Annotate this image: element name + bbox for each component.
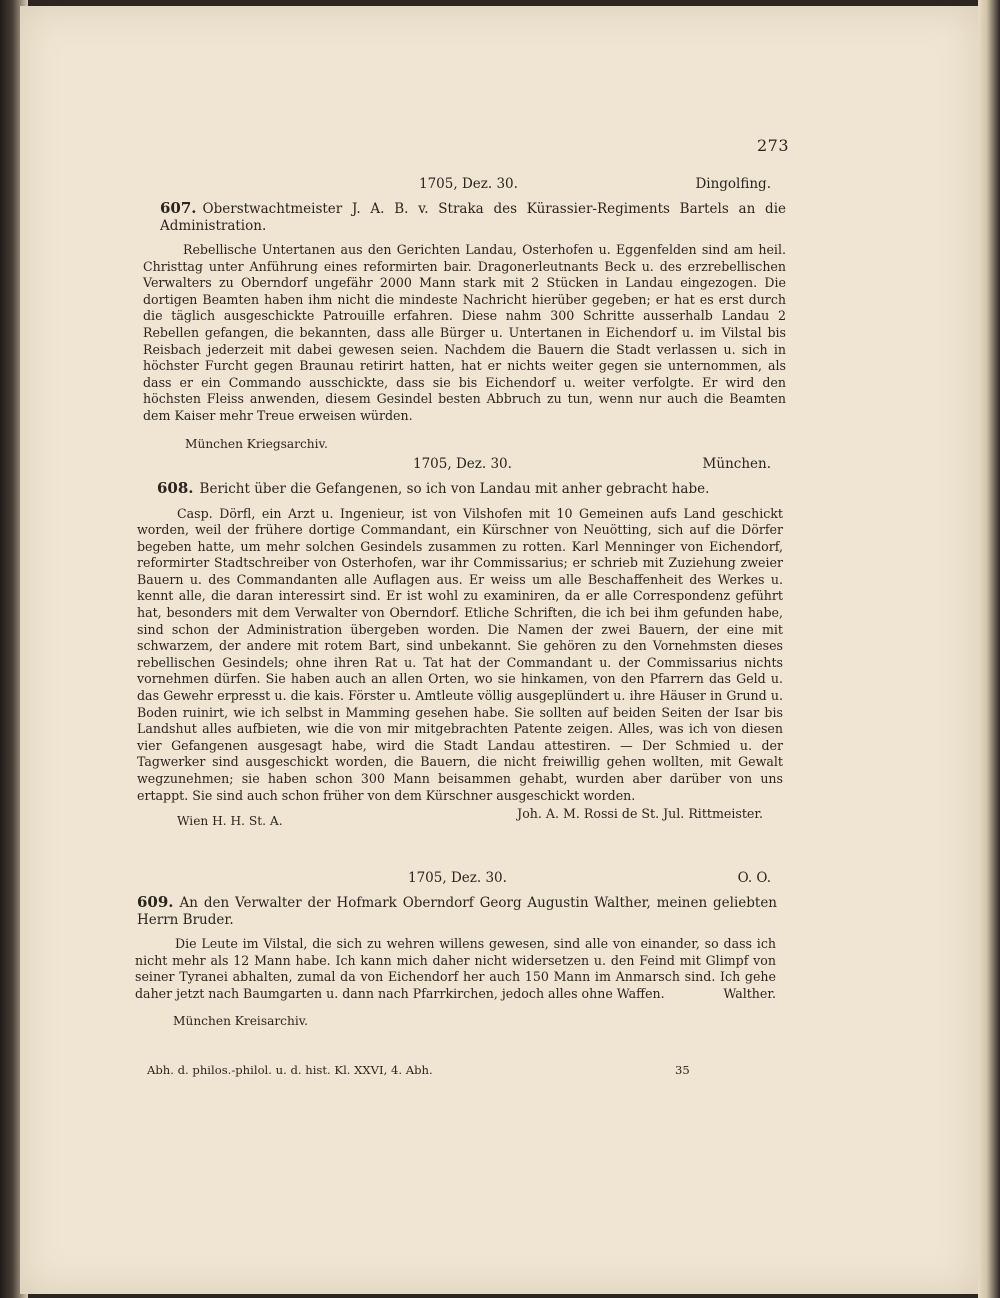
entry-date: 1705, Dez. 30. xyxy=(413,456,512,472)
entry-place: München. xyxy=(702,456,771,472)
footer-signature-mark: 35 xyxy=(675,1063,690,1077)
footer-series-citation: Abh. d. philos.-philol. u. d. hist. Kl. XXVI, 4. Abh. xyxy=(147,1063,433,1077)
entry-signature: Joh. A. M. Rossi de St. Jul. Rittmeister. xyxy=(517,806,763,822)
entry-signature-row xyxy=(135,806,763,828)
entry-608 xyxy=(135,456,783,829)
entry-date: 1705, Dez. 30. xyxy=(408,870,507,886)
entry-source: München Kreisarchiv. xyxy=(173,1014,309,1029)
entry-number: 607. xyxy=(160,199,197,217)
entry-place: Dingolfing. xyxy=(695,176,771,192)
page-number: 273 xyxy=(757,136,790,155)
entry-dateline xyxy=(135,870,771,890)
entry-body-text: Die Leute im Vilstal, die sich zu wehren willens gewesen, sind alle von einander, so dass ich nicht mehr als 12 Mann habe. Ich kann mich daher nicht widersetzen u. den Feind mit Glimpf von seiner Tyranei abhalten, zumal da von Eichendorf her auch 150 Mann im Anmarsch sind. Ich gehe daher jetzt nach Baumgarten u. dann nach Pfarrkirchen, jedoch alles ohne Waffen. xyxy=(135,936,776,1001)
entry-body: Casp. Dörfl, ein Arzt u. Ingenieur, ist von Vilshofen mit 10 Gemeinen aufs Land geschickt worden, weil der frühere dortige Commandant, ein Kürschner von Neuötting, sich auf die Dörfer begeben hatte, um mehr solchen Gesindels zusammen zu rotten. Karl Menninger von Eichendorf, reformirter Stadtschreiber von Osterhofen, war ihr Commissarius; er schrieb mit Zuziehung zweier Bauern u. des Commandanten alle Auflagen aus. Er weiss um alle Beschaffenheit des Werkes u. kennt alle, die daran interessirt sind. Er ist wohl zu examiniren, da er alle Correspondenz geführt hat, besonders mit dem Verwalter von Oberndorf. Etliche Schriften, die ich bei ihm gefunden habe, sind schon der Administration übergeben worden. Die Namen der zwei Bauern, der eine mit schwarzem, der andere mit rotem Bart, sind unbekannt. Sie gehören zu den Vornehmsten dieses rebellischen Gesindels; ohne ihren Rat u. Tat hat der Commandant u. der Commissarius nichts vornehmen dürfen. Sie haben auch an allen Orten, wo sie hinkamen, von den Pfarrern das Geld u. das Gewehr erpresst u. die kais. Förster u. Amtleute völlig ausgeplündert u. ihre Häuser in Grund u. Boden ruinirt, wie ich selbst in Mamming gesehen habe. Sie sollten auf beiden Seiten der Isar bis Landshut alles aufbieten, wie die von mir mitgebrachten Patente zeigen. Alles, was ich von diesen vier Gefangenen ausgesagt habe, wird die Stadt Landau attestiren. — Der Schmied u. der Tagwerker sind ausgeschickt worden, die Bauern, die nicht freiwillig gehen wollten, mit Gewalt wegzunehmen; sie haben schon 300 Mann beisammen gehabt, wurden aber darüber von uns ertappt. Sie sind auch schon früher von dem Kürschner ausgeschickt worden. xyxy=(137,505,783,803)
entry-609 xyxy=(135,870,777,1029)
entry-heading-text: Oberstwachtmeister J. A. B. v. Straka des Kürassier-Regiments Bartels an die Administration. xyxy=(160,201,786,234)
entry-number: 609. xyxy=(137,893,174,911)
entry-607 xyxy=(135,176,786,451)
entry-heading xyxy=(137,894,777,928)
entry-source: Wien H. H. St. A. xyxy=(177,814,283,829)
entry-dateline xyxy=(135,176,771,196)
entry-body xyxy=(135,936,776,1002)
entry-place: O. O. xyxy=(737,870,771,886)
entry-signature: Walther. xyxy=(723,985,776,1001)
page-fore-edge xyxy=(978,0,1000,1298)
entry-heading xyxy=(160,200,786,234)
entry-source: München Kriegsarchiv. xyxy=(185,436,328,451)
entry-date: 1705, Dez. 30. xyxy=(419,176,518,192)
entry-body: Rebellische Untertanen aus den Gerichten Landau, Osterhofen u. Eggenfelden sind am heil. Christtag unter Anführung eines reformirten bair. Dragonerleutnants Beck u. des erzrebellischen Verwalters zu Oberndorf ungefähr 2000 Mann stark mit 2 Stücken in Landau eingezogen. Die dortigen Beamten haben ihm nicht die mindeste Nachricht hierüber gegeben; er hat es erst durch die täglich ausgeschickte Patrouille erfahren. Diese nahm 300 Schritte ausserhalb Landau 2 Rebellen gefangen, die bekannten, dass alle Bürger u. Untertanen in Eichendorf u. im Vilstal bis Reisbach jederzeit mit dabei gewesen seien. Nachdem die Bauern die Stadt verlassen u. sich in höchster Furcht gegen Braunau retirirt hatten, hat er nichts weiter gegen sie unternommen, als dass er ein Commando ausschickte, dass sie bis Eichendorf u. weiter verfolgte. Er wird den höchsten Fleiss anwenden, diesem Gesindel besten Abbruch zu tun, wenn nur auch die Beamten dem Kaiser mehr Treue erweisen würden. xyxy=(143,242,786,423)
entry-number: 608. xyxy=(157,479,194,497)
entry-heading-text: Bericht über die Gefangenen, so ich von Landau mit anher gebracht habe. xyxy=(199,481,710,497)
entry-dateline xyxy=(135,456,771,476)
entry-heading-text: An den Verwalter der Hofmark Oberndorf Georg Augustin Walther, meinen geliebten Herrn Bruder. xyxy=(137,895,777,928)
entry-heading xyxy=(157,480,771,498)
